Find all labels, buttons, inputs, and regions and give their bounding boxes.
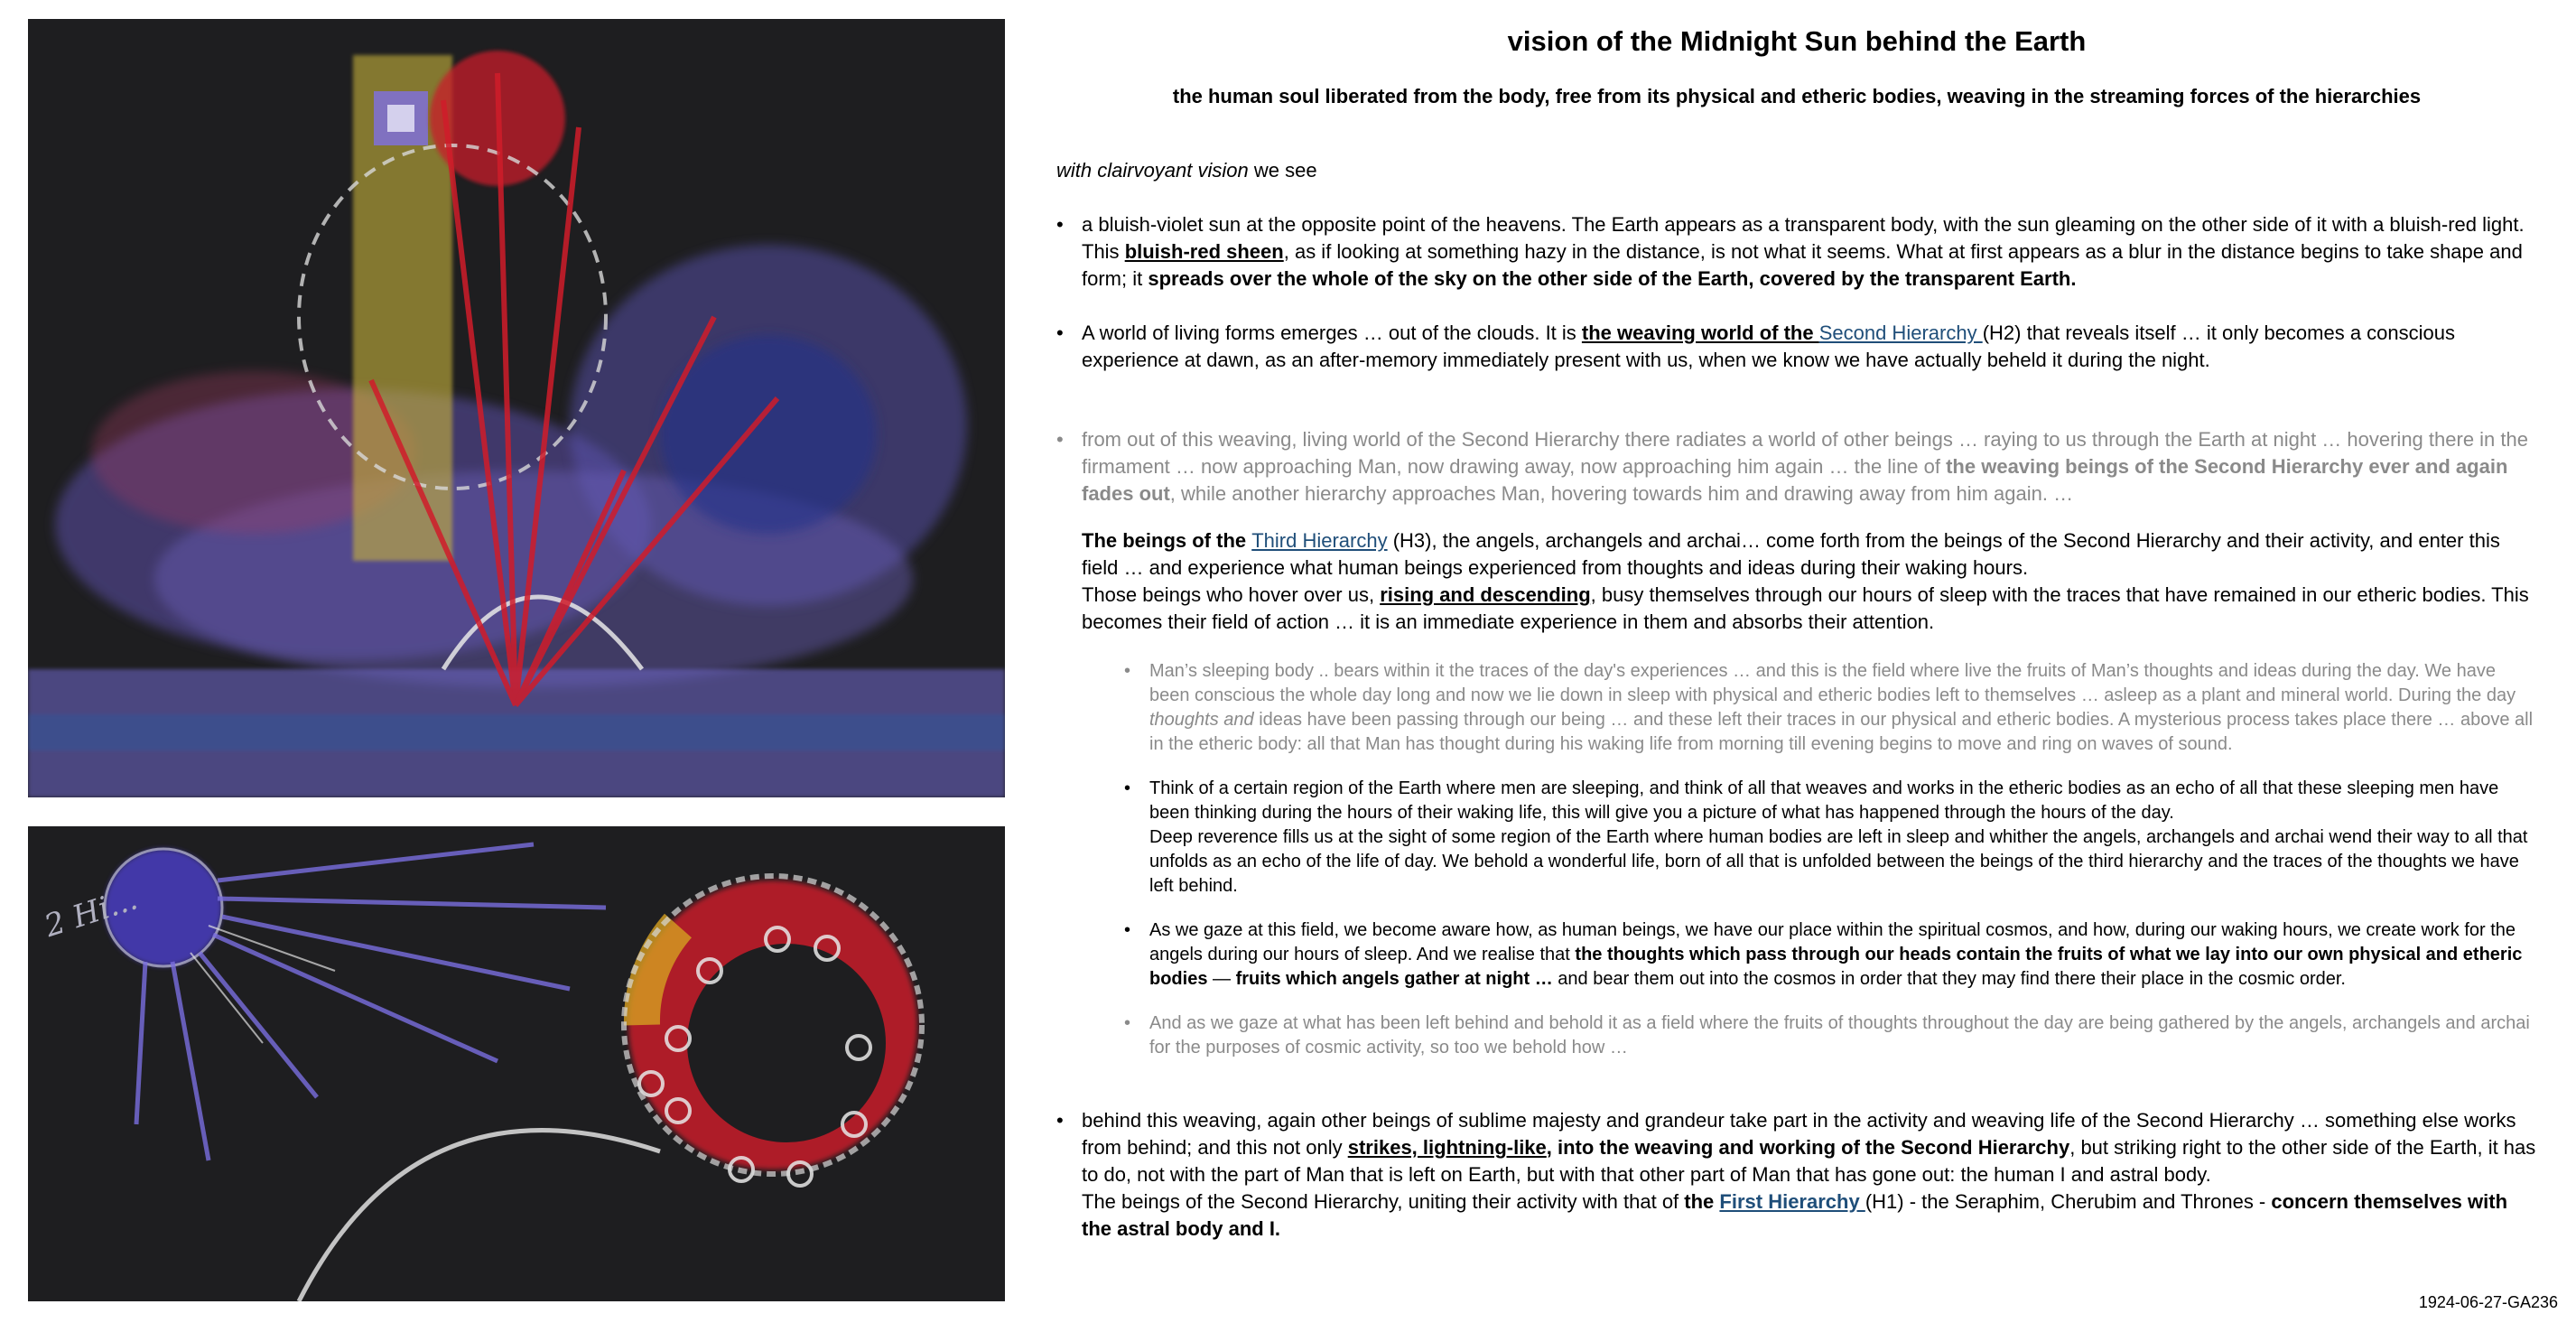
bullet-world-of-living-forms [1056, 320, 2537, 374]
s3-text-5: and bear them out into the cosmos in order that they may find there their place in the cosmic order. [1552, 969, 2346, 989]
b4-text-7: (H1) - the Seraphim, Cherubim and Thrones - [1865, 1190, 2272, 1213]
b4-text-5: The beings of the Second Hierarchy, uniting their activity with that of [1082, 1190, 1685, 1213]
s4-text-1: And as we gaze at what has been left behind and behold it as a field where the fruits of thoughts throughout the day are being gathered by the angels, archangels and archai for the purposes of cosmic activity, so too we behold how … [1149, 1013, 2530, 1057]
b4-text-4: , but striking right to the other side of the Earth, it has to do, not with the part of Man that is left on Earth, but with that other part of Man that has gone out: the human I and astral body. [1082, 1136, 2536, 1186]
p1-emphasis-rising: rising and descending [1380, 583, 1591, 606]
s3-emphasis-fruits: fruits which angels gather at night … [1235, 969, 1553, 989]
link-second-hierarchy[interactable]: Second Hierarchy [1818, 321, 1983, 344]
page-title: vision of the Midnight Sun behind the Earth [1507, 25, 2087, 57]
s1-text-1: Man’s sleeping body .. bears within it the traces of the day's experiences … and this is the field where live the fruits of Man’s thoughts and ideas during the day. We have been conscious the whole day long and now we lie down in sleep with physical and etheric bodies left to themselves … asleep as a plant and mineral world. During the day [1149, 661, 2516, 705]
text-column [1056, 25, 2537, 1243]
b4-emphasis-weaving: , into the weaving and working of the Second Hierarchy [1546, 1136, 2070, 1159]
b3-emphasis: the weaving beings of the Second Hierarchy ever and again fades out [1082, 455, 2508, 505]
subbullet-region-of-earth [1124, 777, 2537, 899]
chalk-drawing-midnight-sun [28, 19, 1005, 797]
link-third-hierarchy[interactable]: Third Hierarchy [1251, 529, 1388, 552]
b4-emphasis-astral: concern themselves with the astral body and I. [1082, 1190, 2508, 1240]
b1-text-1: a bluish-violet sun at the opposite point of the heavens. The Earth appears as a transparent body, with the sun gleaming on the other side of it with a bluish-red light. This [1082, 213, 2525, 263]
b3-text-3: , while another hierarchy approaches Man, hovering towards him and drawing away from him again. … [1169, 482, 2074, 505]
b1-text-3: , as if looking at something hazy in the distance, is not what it seems. What at first appears as a blur in the distance begins to take shape and form; it [1082, 240, 2523, 290]
paragraph-third-hierarchy [1056, 527, 2537, 636]
link-first-hierarchy[interactable]: First Hierarchy [1719, 1190, 1865, 1213]
page-subtitle: the human soul liberated from the body, free from its physical and etheric bodies, weaving in the streaming forces of the hierarchies [1172, 85, 2422, 107]
intro-line [1056, 159, 2537, 182]
s2-text-1: Think of a certain region of the Earth where men are sleeping, and think of all that weaves and works in the etheric bodies as an echo of all that these sleeping men have been thinking during the hours of their waking life, this will give you a picture of what has happened through the hours of the day. [1149, 778, 2499, 823]
p1-text-3: Those beings who hover over us, [1082, 583, 1381, 606]
intro-rest: we see [1248, 159, 1317, 182]
b1-emphasis-sheen: bluish-red sheen [1124, 240, 1284, 263]
s2-text-2: Deep reverence fills us at the sight of some region of the Earth where human bodies are left in sleep and whither the angels, archangels and archai wend their way to all that unfolds as an echo of the life of day. We behold a wonderful life, born of all that is unfolded between the beings of the third hierarchy and the traces of the thoughts we have left behind. [1149, 827, 2528, 896]
subbullet-left-behind [1124, 1011, 2537, 1060]
bullet-radiates-other-beings [1056, 426, 2537, 508]
s3-text-1: As we gaze at this field, we become aware how, as human beings, we have our place within the spiritual cosmos, and how, during our waking hours, we create work for the angels during our hours of sleep. And we realise that [1149, 920, 2516, 964]
b1-emphasis-spreads: spreads over the whole of the sky on the other side of the Earth, covered by the transparent Earth. [1148, 267, 2077, 290]
s3-emphasis-thoughts: the thoughts which pass through our heads contain the fruits of what we lay into our own physical and etheric bodies [1149, 945, 2523, 989]
b4-text-1: behind this weaving, again other beings of sublime majesty and grandeur take part in the activity and weaving life of the Second Hierarchy … something else works from behind; and this not only [1082, 1109, 2516, 1159]
bullet-beings-of-sublime-majesty [1056, 1107, 2537, 1243]
b3-text-1: from out of this weaving, living world of the Second Hierarchy there radiates a world of other beings … raying to us through the Earth at night … hovering there in the firmament … now approaching Man, now drawing away, now approaching him again … the line of [1082, 428, 2528, 478]
b2-text-3: (H2) that reveals itself … it only becomes a conscious experience at dawn, as an after-memory immediately present with us, when we know we have actually beheld it during the night. [1082, 321, 2456, 371]
p1-text-5: , busy themselves through our hours of sleep with the traces that have remained in our etheric bodies. This becomes their field of action … it is an immediate experience in them and absorbs their attention. [1082, 583, 2529, 633]
s3-dash: — [1207, 969, 1236, 989]
subbullet-sleeping-body [1124, 659, 2537, 757]
bullet-bluish-violet-sun [1056, 211, 2537, 293]
s1-italic: thoughts and [1149, 710, 1254, 730]
b4-the: the [1684, 1190, 1720, 1213]
footer-reference: 1924-06-27-GA236 [2418, 1293, 2558, 1311]
intro-italic: with clairvoyant vision [1056, 159, 1249, 182]
s1-text-3: ideas have been passing through our being … and these left their traces in our physical and etheric bodies. A mysterious process takes place there … above all in the etheric body: all that Man has thought during his waking life from morning till evening begins to move and ring on waves of sound. [1149, 710, 2534, 754]
image2-chalk-label: 2 Hi... [40, 880, 143, 946]
b2-emphasis: the weaving world of the [1581, 321, 1819, 344]
subbullet-gaze-at-field [1124, 918, 2537, 992]
b2-text-1: A world of living forms emerges … out of the clouds. It is [1082, 321, 1582, 344]
chalk-drawing-hierarchies [28, 826, 1005, 1301]
b4-emphasis-strikes: strikes, lightning-like [1347, 1136, 1547, 1159]
p1-text-1: The beings of the [1082, 529, 1252, 552]
p1-text-2: (H3), the angels, archangels and archai… come forth from the beings of the Second Hierarchy and their activity, and enter this field … and experience what human beings experienced from thoughts and ideas during their waking hours. [1082, 529, 2500, 579]
